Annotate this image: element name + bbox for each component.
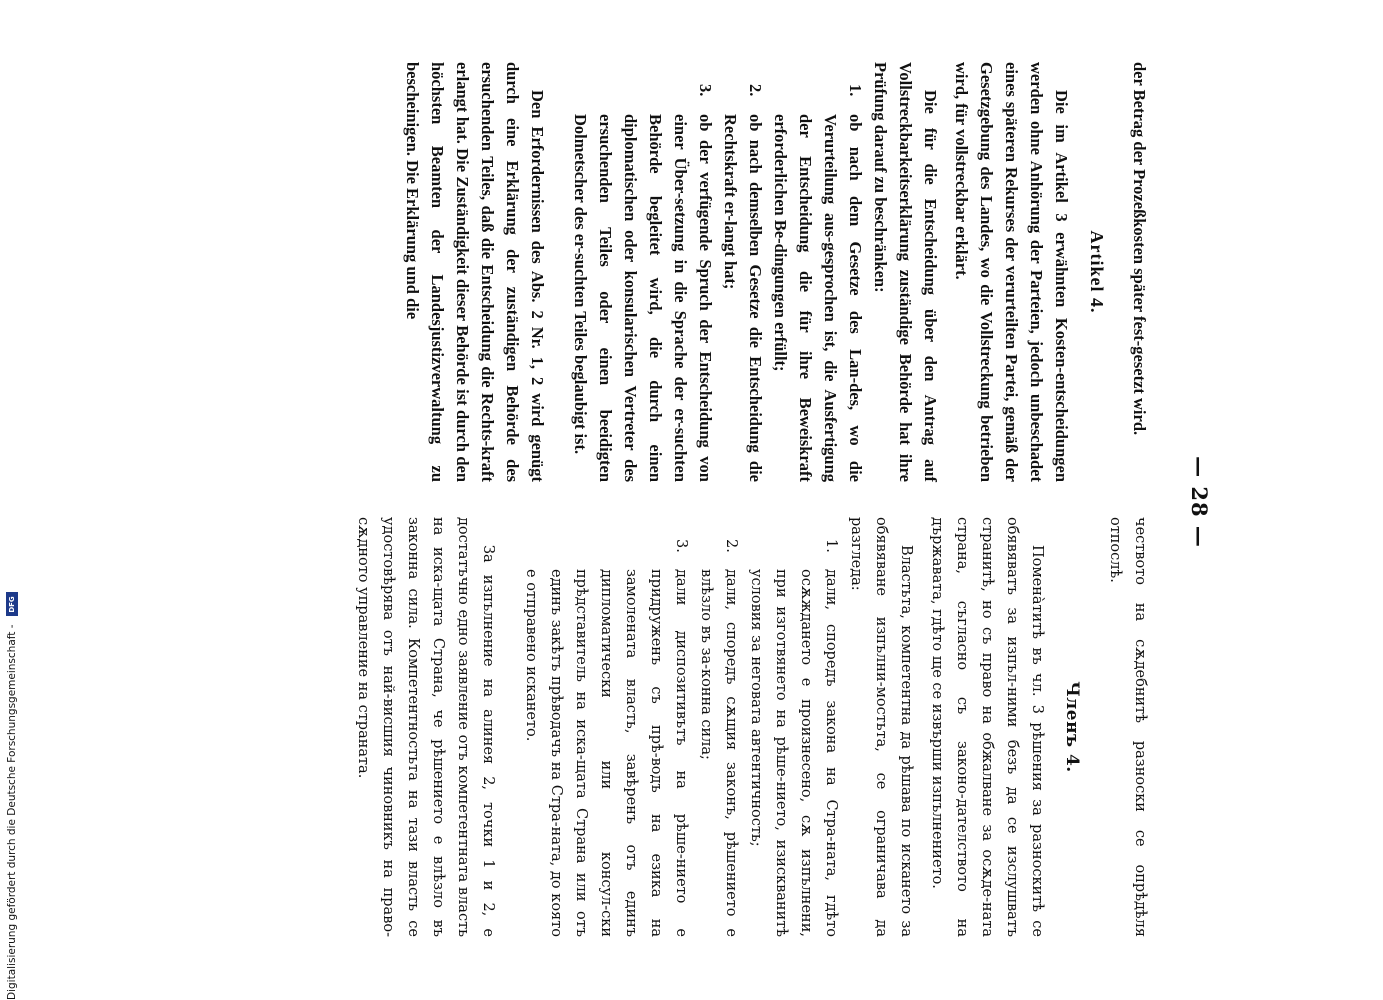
bulgarian-item — [518, 517, 693, 937]
page-number: — 28 — — [1187, 456, 1212, 548]
german-item — [718, 62, 768, 482]
bulgarian-item-list — [518, 517, 843, 937]
german-paragraph-3: Den Erfordernissen des Abs. 2 Nr. 1, 2 wird genügt durch eine Erklärung der zuständigen Behörde des ersuchenden Teiles, daß die Entscheidung die Rechts-kraft erlangt hat. Die Zuständigkeit dieser Behörde ist durch den höchsten Beamten der Landesjustizverwaltung zu bescheinigen. Die Erklärung und die — [403, 62, 547, 482]
item-text: дали, споредъ закона на Стра-ната, гдѣто осѫждането е произнесено, сѫ изпълнени, при изготвянето на рѣше-нието, изискванитѣ условия за неговата автентичность; — [748, 569, 839, 937]
digitization-note — [0, 0, 24, 1000]
german-item — [568, 62, 718, 482]
item-number: 2. — [723, 539, 739, 553]
bulgarian-column — [350, 517, 1152, 937]
dfg-logo-icon: DFG — [6, 592, 18, 616]
german-carry-over: der Betrag der Prozeßkosten später fest-gesetzt wird. — [1130, 62, 1149, 436]
german-paragraph-2: Die für die Entscheidung über den Antrag auf Vollstreckbarkeitserklärung zuständige Behörde hat ihre Prüfung darauf zu beschränken: — [871, 62, 940, 482]
bulgarian-item — [693, 517, 743, 937]
bulgarian-paragraph-1: Помена̀титѣ въ чл. 3 рѣшения за разноскитѣ се обявяватъ за изпъл-ними безъ да се изслушватъ странитѣ, но съ право на обжалване за осѫде-ната страна, съгласно съ законо-дателството на държавата, гдѣто ще се извърши изпълнението. — [929, 517, 1045, 937]
german-article-heading: Artikel 4. — [1087, 230, 1107, 314]
item-number: 1. — [846, 84, 865, 97]
digitization-note-text: Digitalisierung gefördert durch die Deutsche Forschungsgemeinschaft - — [6, 624, 18, 1000]
bulgarian-item — [743, 517, 843, 937]
bulgarian-paragraph-2: Властьта, компетентна да рѣшава по искането за обявяване изпълни-мостьта, се ограничава да разгледа: — [848, 517, 914, 937]
bulgarian-carry-over: чеството на сѫдебнитѣ разноски се опрѣдѣля отпослѣ. — [1107, 517, 1148, 937]
item-text: ob nach demselben Gesetze die Entscheidung die Rechtskraft er-langt hat; — [721, 114, 765, 482]
german-item-list — [568, 62, 868, 482]
item-number: 2. — [746, 84, 765, 97]
german-item — [768, 62, 868, 482]
item-text: дали, споредъ сѫщия законъ, рѣшението е влѣзло въ за-конна сила; — [698, 569, 739, 937]
german-column — [400, 62, 1152, 482]
bulgarian-article-heading: Членъ 4. — [1062, 681, 1082, 773]
item-text: дали диспозитивътъ на рѣше-нието е придруженъ съ прѣ-водъ на езика на замолената власть, завѣренъ отъ единъ дипломатически или консул-ски прѣдставитель на иска-щата Страна или отъ единъ закѣтъ прѣводачъ на Стра-ната, до която е отправено искането. — [523, 569, 689, 937]
item-text: ob nach dem Gesetze des Lan-des, wo die Verurteilung aus-gesprochen ist, die Ausfertigung der Entscheidung die für ihre Beweiskraft erforderlichen Be-dingungen erfüllt; — [771, 114, 865, 482]
bulgarian-paragraph-3: За изпълнение на алинея 2, точки 1 и 2, е достатъчно едно заявление отъ компетентната власть на иска-щата Страна, че рѣшението е влѣзло въ законна сила. Компетентностьта на тази власть се удостовѣрява отъ най-висшия чиновникъ на право-сѫдното управление на странатa. — [355, 517, 496, 937]
rotated-scan-page — [132, 62, 1232, 942]
german-paragraph-1: Die im Artikel 3 erwähnten Kosten-entscheidungen werden ohne Anhörung der Parteien, jedoch unbeschadet eines späteren Rekurses der verurteilten Partei, gemäß der Gesetzgebung des Landes, wo die Vollstreckung betrieben wird, für vollstreckbar erklärt. — [952, 62, 1071, 482]
item-number: 1. — [823, 539, 839, 553]
item-number: 3. — [673, 539, 689, 553]
item-number: 3. — [696, 84, 715, 97]
item-text: ob der verfügende Spruch der Entscheidung von einer Über-setzung in die Sprache der er-suchten Behörde begleitet wird, die durch einen diplomatischen oder konsularischen Vertreter des ersuchenden Teiles oder einen beeidigten Dolmetscher des er-suchten Teiles beglaubigt ist. — [571, 114, 715, 482]
